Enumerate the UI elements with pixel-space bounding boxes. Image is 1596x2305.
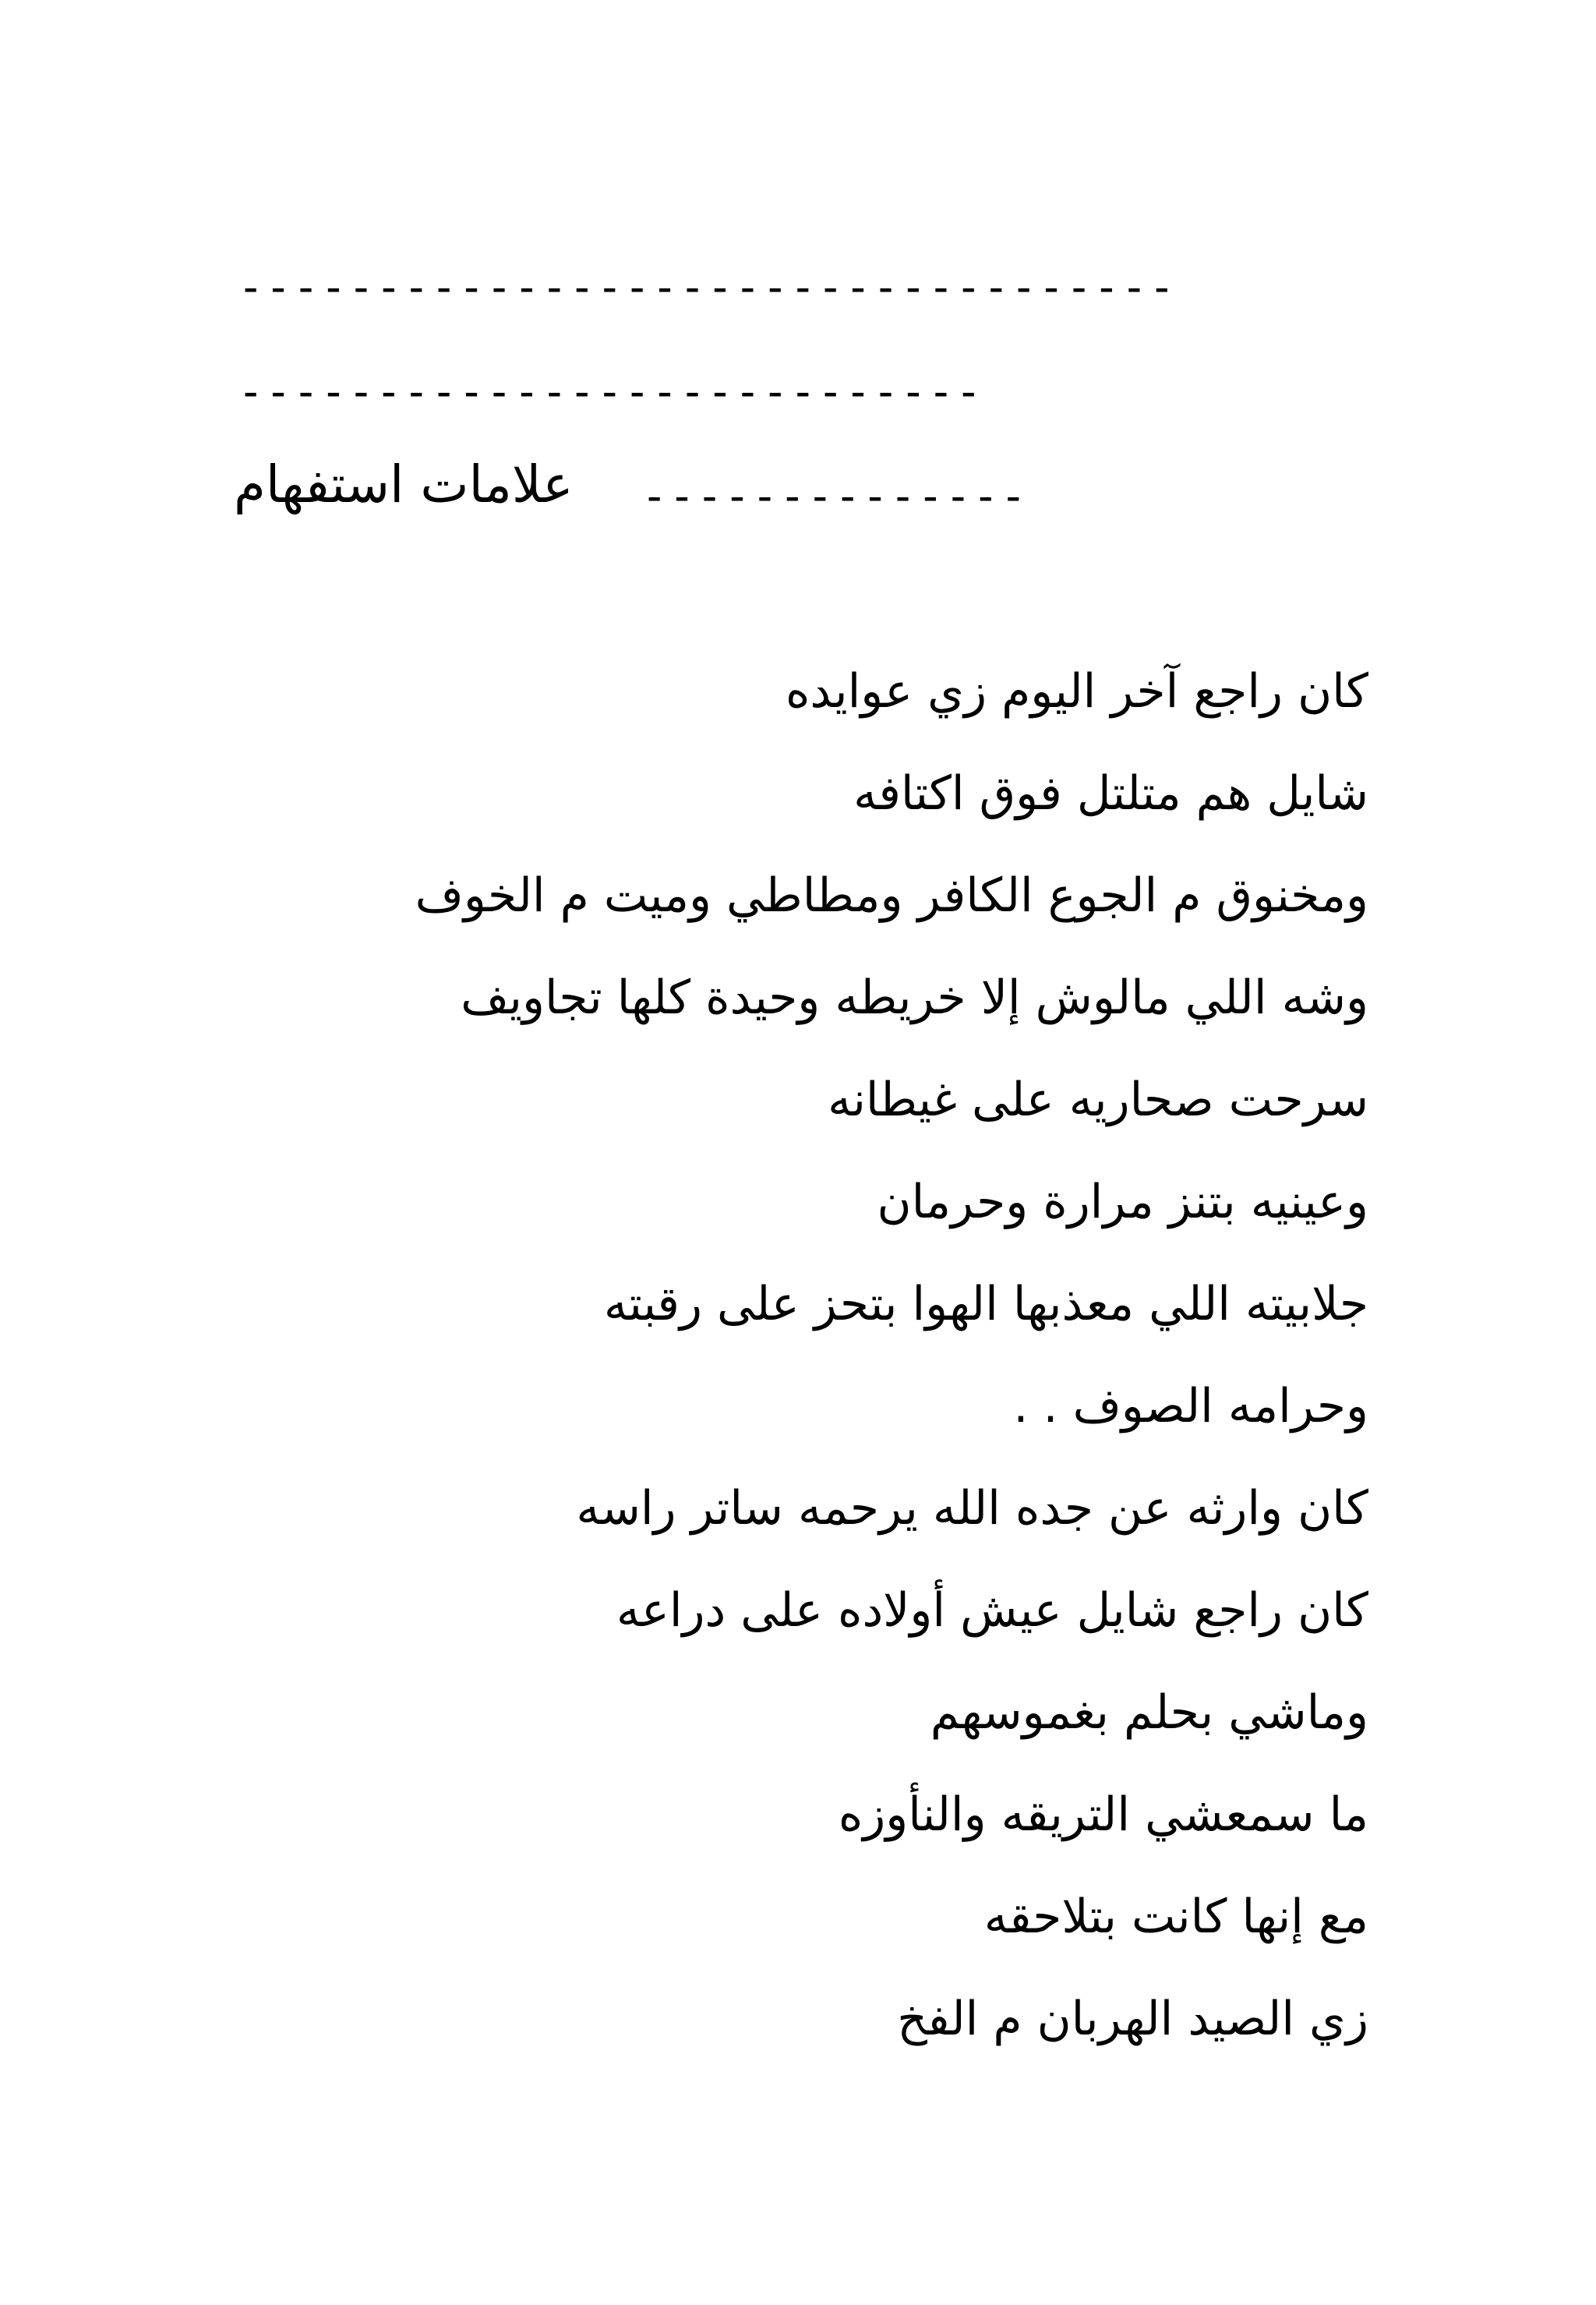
separator-dashes-3: - - - - - - - - - - - - - - xyxy=(647,471,1021,521)
poem-line: كان راجع آخر اليوم زي عوايده xyxy=(785,664,1368,719)
poem-line: زي الصيد الهربان م الفخ xyxy=(897,1992,1368,2046)
poem-line: كان وارثه عن جده الله يرحمه ساتر راسه xyxy=(576,1481,1368,1536)
poem-line: وعينيه بتنز مرارة وحرمان xyxy=(877,1175,1368,1229)
poem-line: ومخنوق م الجوع الكافر ومطاطي وميت م الخوف xyxy=(415,868,1368,923)
poem-body xyxy=(200,656,1368,2086)
poem-line: شايل هم متلتل فوق اكتافه xyxy=(853,766,1368,821)
separator-dashes-2: - - - - - - - - - - - - - - - - - - - - - - - - - - - xyxy=(243,366,976,417)
poem-title: علامات استفهام xyxy=(234,454,574,514)
poem-line: ما سمعشي التريقه والنأوزه xyxy=(838,1787,1368,1842)
poem-line: سرحت صحاريه على غيطانه xyxy=(828,1073,1368,1127)
poem-line: وشه اللي مالوش إلا خريطه وحيدة كلها تجاويف xyxy=(461,970,1368,1025)
poem-line: مع إنها كانت بتلاحقه xyxy=(983,1890,1368,1944)
separator-dashes-1: - - - - - - - - - - - - - - - - - - - - - - - - - - - - - - - - - - xyxy=(243,262,1170,313)
poem-line: جلابيته اللي معذبها الهوا بتحز على رقبته xyxy=(603,1277,1368,1331)
poem-line: وماشي بحلم بغموسهم xyxy=(930,1685,1368,1740)
poem-line: وحرامه الصوف . . xyxy=(1013,1379,1368,1434)
poem-line: كان راجع شايل عيش أولاده على دراعه xyxy=(616,1583,1368,1638)
